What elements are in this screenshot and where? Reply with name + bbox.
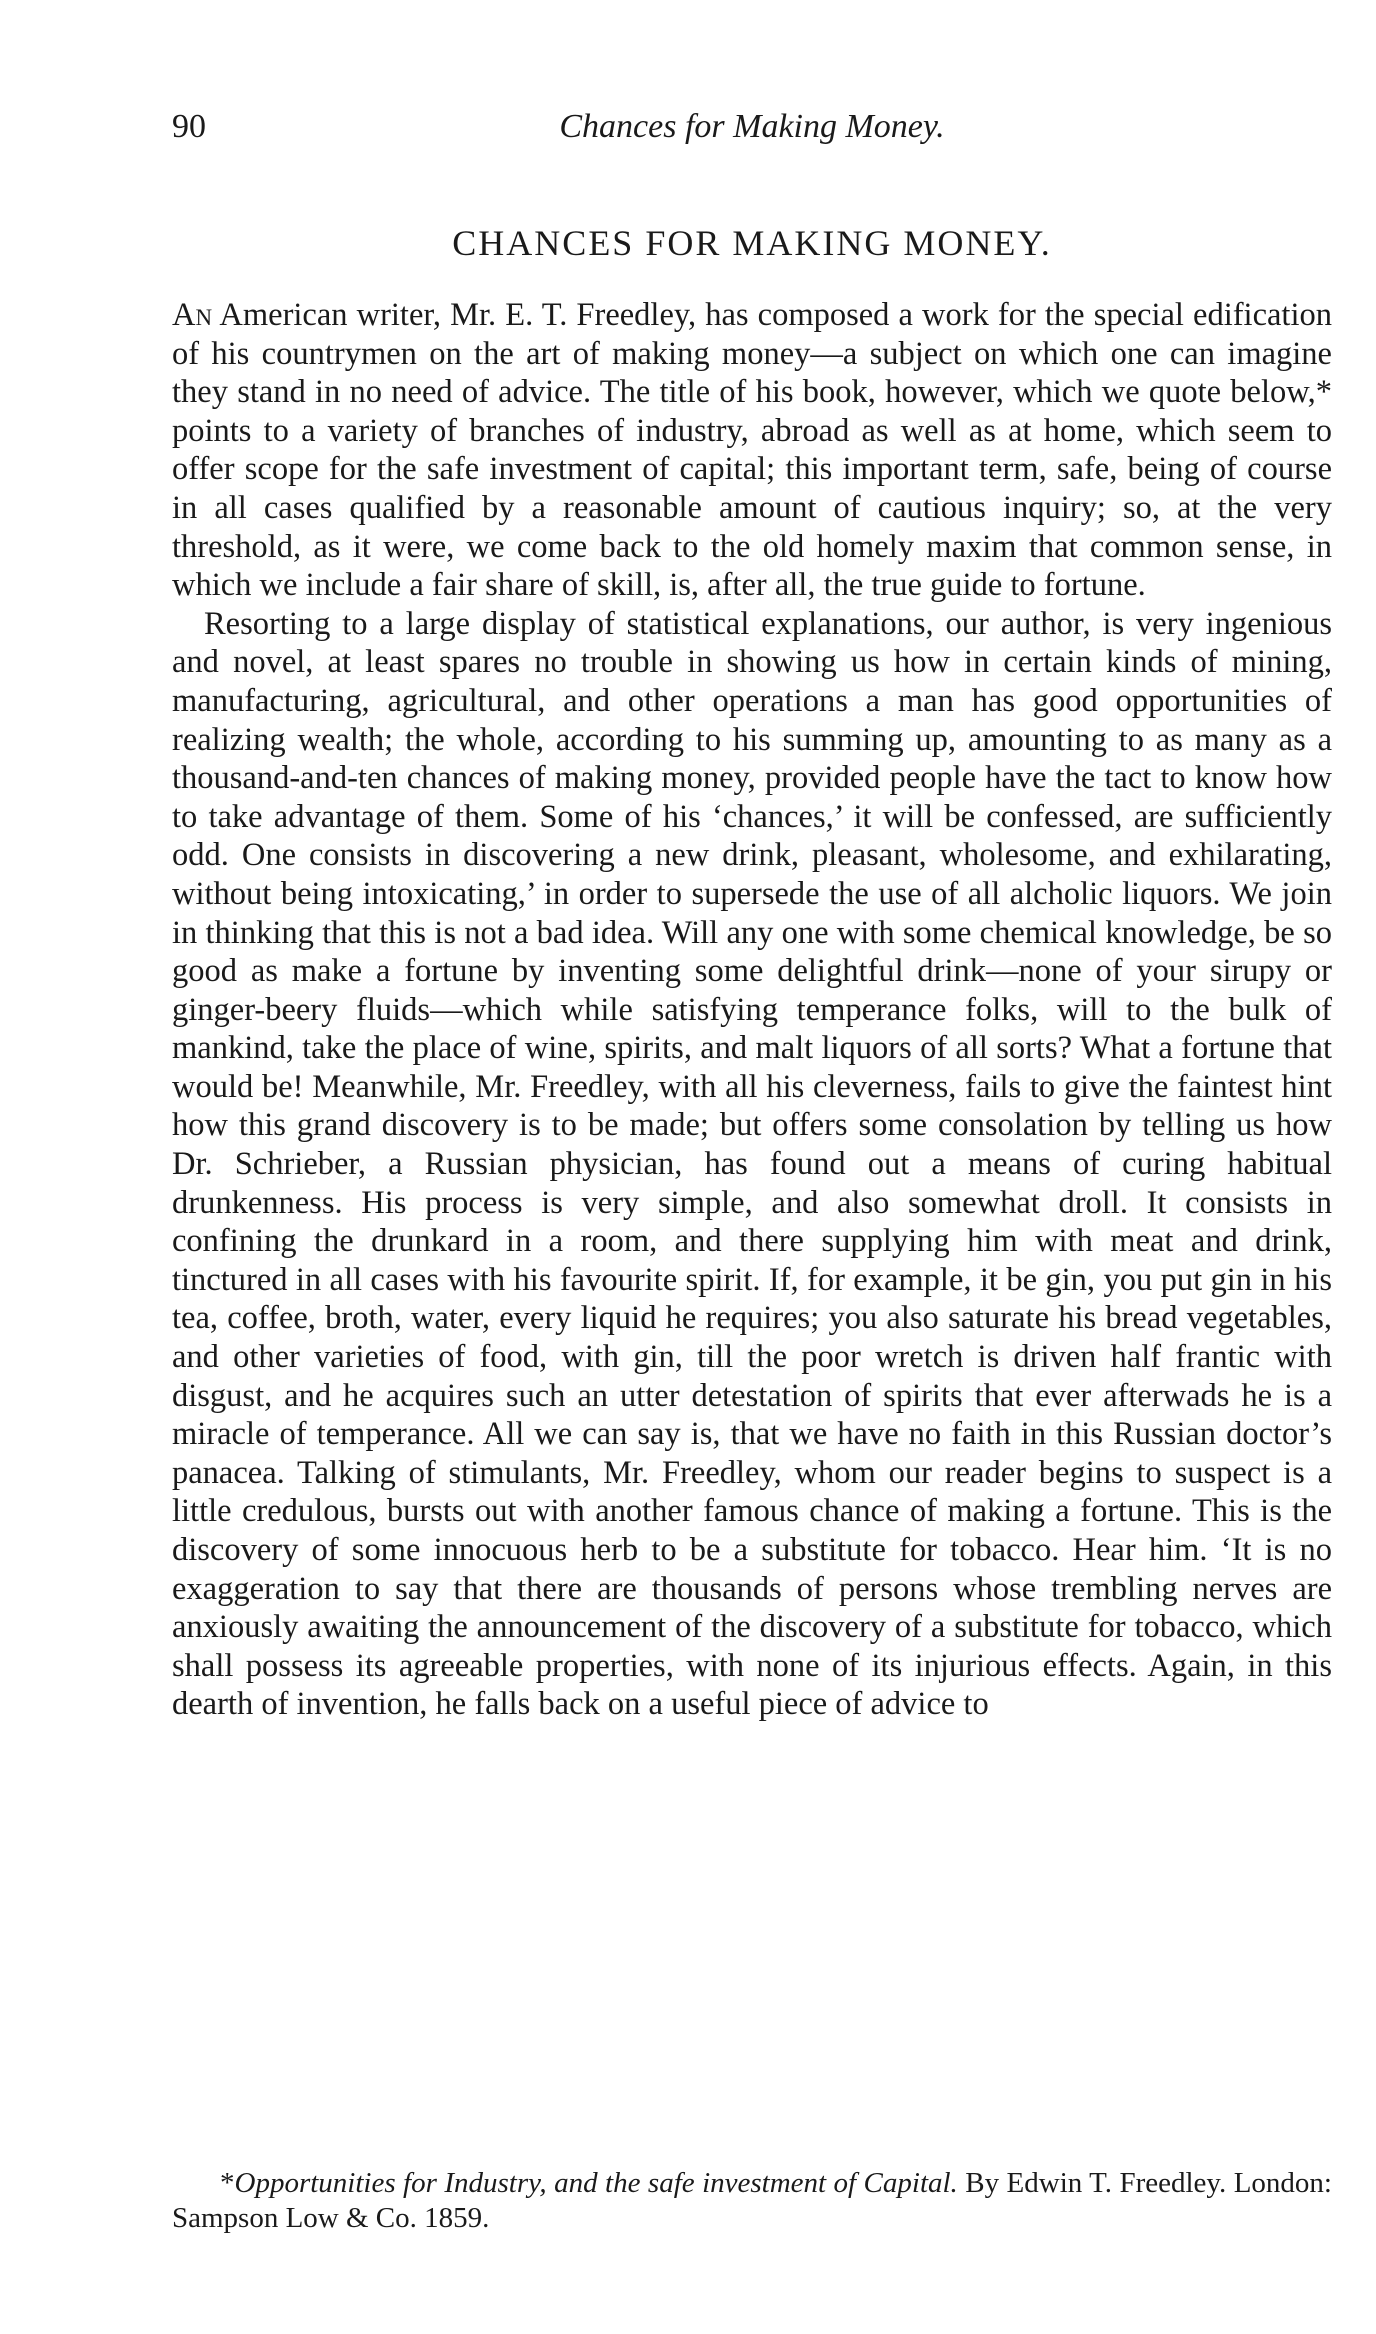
running-head	[172, 108, 1332, 158]
paragraph-1	[172, 296, 1332, 605]
running-title: Chances for Making Money.	[559, 108, 945, 145]
page-number: 90	[172, 108, 206, 145]
footnote-book-title: Opportunities for Industry, and the safe investment of Capital.	[234, 2167, 958, 2199]
footnote-marker: *	[220, 2167, 235, 2199]
paragraph-2: Resorting to a large display of statistical explanations, our author, is very ingenious and novel, at least spares no trouble in showing us how in certain kinds of mining, manufacturing, agricultural, and other operations a man has good opportunities of realizing wealth; the whole, according to his summing up, amounting to as many as a thousand-and-ten chances of making money, provided people have the tact to know how to take advantage of them. Some of his ‘chances,’ it will be confessed, are sufficiently odd. One consists in discovering a new drink, pleasant, wholesome, and exhilarating, without being intoxicating,’ in order to supersede the use of all alcholic liquors. We join in thinking that this is not a bad idea. Will any one with some chemical knowledge, be so good as make a fortune by inventing some delightful drink—none of your sirupy or ginger-beery fluids—which while satisfying temperance folks, will to the bulk of mankind, take the place of wine, spirits, and malt liquors of all sorts? What a fortune that would be! Meanwhile, Mr. Freedley, with all his cleverness, fails to give the faintest hint how this grand discovery is to be made; but offers some consolation by telling us how Dr. Schrieber, a Russian physician, has found out a means of curing habitual drunkenness. His process is very simple, and also somewhat droll. It consists in confining the drunkard in a room, and there supplying him with meat and drink, tinctured in all cases with his favourite spirit. If, for example, it be gin, you put gin in his tea, coffee, broth, water, every liquid he requires; you also saturate his bread vegetables, and other varieties of food, with gin, till the poor wretch is driven half frantic with disgust, and he acquires such an utter detestation of spirits that ever afterwads he is a miracle of temperance. All we can say is, that we have no faith in this Russian doctor’s panacea. Talking of stimulants, Mr. Freedley, whom our reader begins to suspect is a little credulous, bursts out with another famous chance of making a fortune. This is the discovery of some innocuous herb to be a substitute for tobacco. Hear him. ‘It is no exaggeration to say that there are thousands of persons whose trembling nerves are anxiously awaiting the announcement of the discovery of a substitute for tobacco, which shall possess its agreeable properties, with none of its injurious effects. Again, in this dearth of invention, he falls back on a useful piece of advice to	[172, 605, 1332, 1723]
opening-word: An	[172, 297, 213, 333]
article-title: CHANCES FOR MAKING MONEY.	[452, 223, 1052, 263]
footnote	[172, 2166, 1332, 2236]
article-body	[172, 296, 1332, 1724]
paragraph-1-text: American writer, Mr. E. T. Freedley, has composed a work for the special edification of his countrymen on the art of making money—a subject on which one can imagine they stand in no need of advice. The title of his book, however, which we quote below,* points to a variety of branches of industry, abroad as well as at home, which seem to offer scope for the safe investment of capital; this important term, safe, being of course in all cases qualified by a reasonable amount of cautious inquiry; so, at the very threshold, as it were, we come back to the old homely maxim that common sense, in which we include a fair share of skill, is, after all, the true guide to fortune.	[172, 297, 1332, 604]
footnote-citation: By Edwin T. Freedley. London: Sampson Low & Co. 1859.	[172, 2167, 1332, 2234]
